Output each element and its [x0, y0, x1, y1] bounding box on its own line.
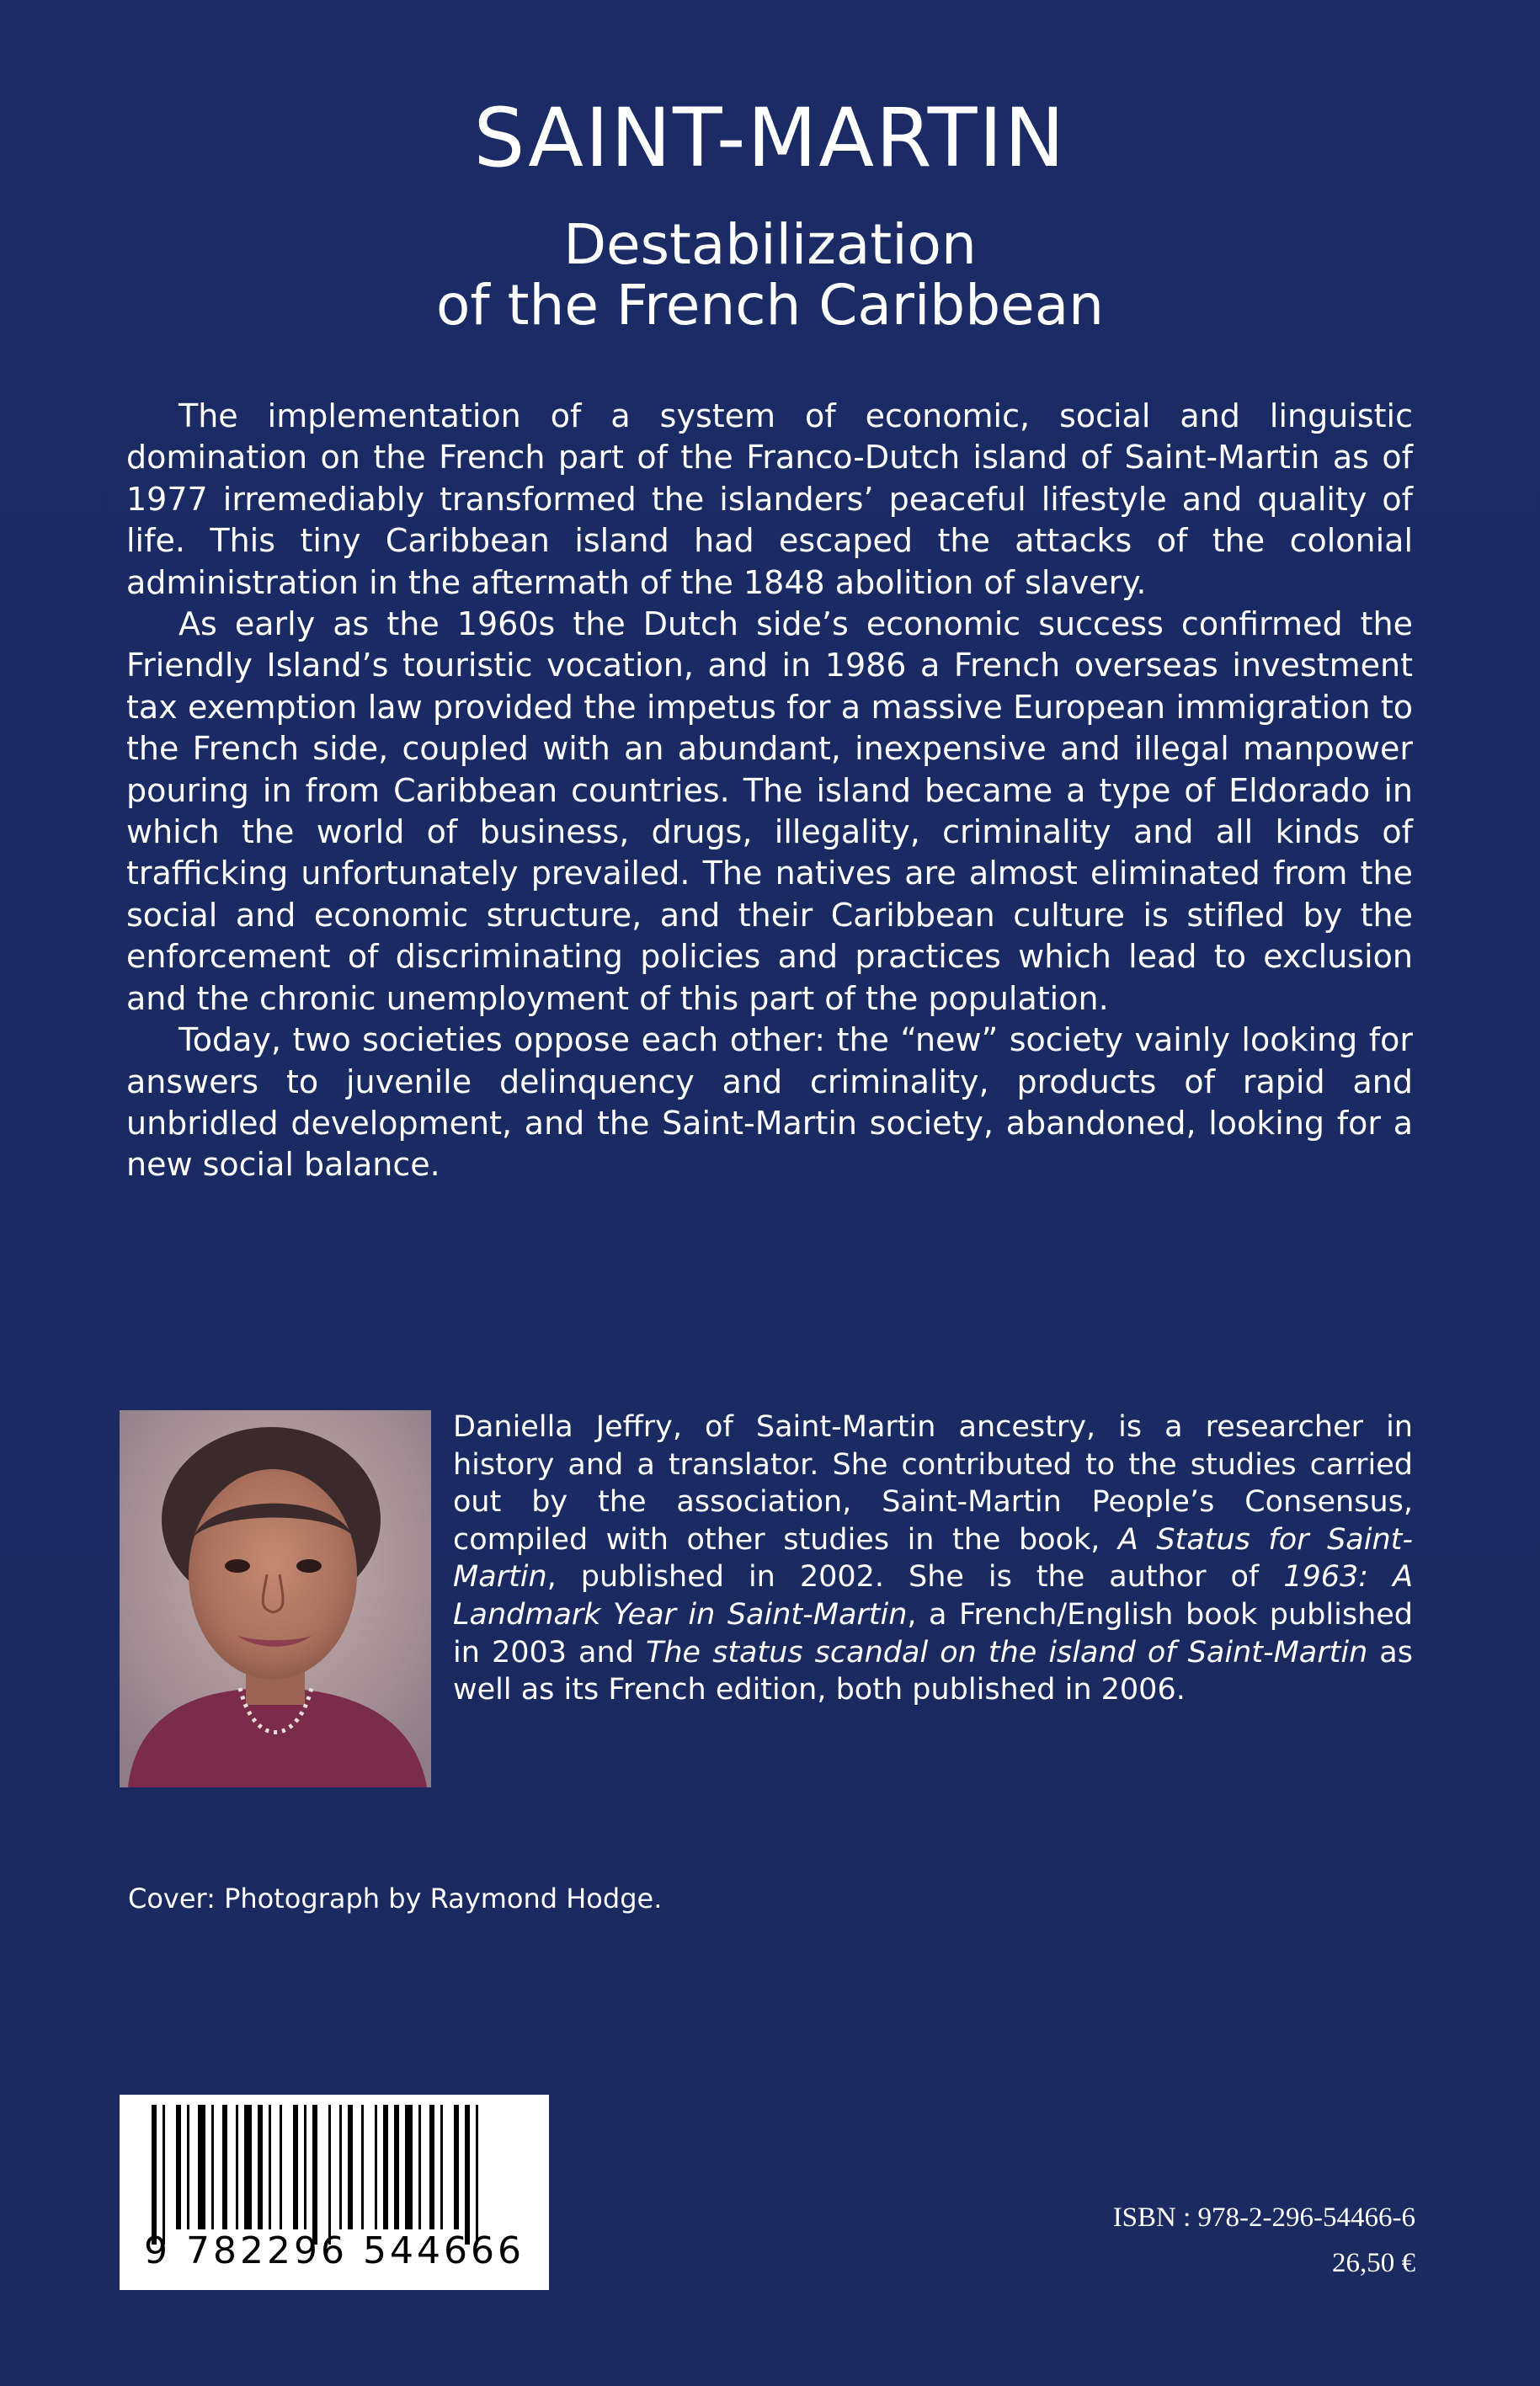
bio-text-4: as well as its French edition, both published in 2006. [453, 1635, 1413, 1707]
cover-photo-credit: Cover: Photograph by Raymond Hodge. [128, 1883, 663, 1915]
barcode-bar [280, 2105, 282, 2229]
barcode-bar [418, 2105, 421, 2229]
description-paragraph-2: As early as the 1960s the Dutch side’s economic success confirmed the Friendly Island’s touristic vocation, and in 1986 a French overseas investment tax exemption law provided the impetus for a massive European immigration to the French side, coupled with an abundant, inexpensive and illegal manpower pouring in from Caribbean countries. The island became a type of Eldorado in which the world of business, drugs, illegality, criminality and all kinds of trafficking unfortunately prevailed. The natives are almost eliminated from the social and economic structure, and their Caribbean culture is stifled by the enforcement of discriminating policies and practices which lead to exclusion and the chronic unemployment of this part of the population. [126, 605, 1413, 1017]
barcode-bar [375, 2105, 377, 2229]
barcode-bar [258, 2105, 263, 2229]
barcode-bar [198, 2105, 205, 2229]
bio-text-1: Daniella Jeffry, of Saint-Martin ancestry, is a researcher in history and a translator. She contributed to the studies carried out by the association, Saint-Martin People’s Consensus, compiled with other studies in the book, [453, 1410, 1413, 1557]
author-portrait-illustration [120, 1410, 431, 1787]
book-description [126, 396, 1413, 1186]
description-paragraph-1: The implementation of a system of economic, social and linguistic domination on the French part of the Franco-Dutch island of Saint-Martin as of 1977 irremediably transformed the islanders’ peaceful lifestyle and quality of life. This tiny Caribbean island had escaped the attacks of the colonial administration in the aftermath of the 1848 abolition of slavery. [126, 397, 1413, 601]
barcode-bar [465, 2105, 470, 2245]
author-bio-paragraph [453, 1409, 1413, 1709]
barcode-bar [383, 2105, 388, 2229]
author-photo [120, 1410, 431, 1787]
book-title: SAINT-MARTIN [473, 91, 1067, 185]
barcode-bar [211, 2105, 214, 2229]
barcode-bar [361, 2105, 364, 2229]
barcode-bar [454, 2105, 459, 2229]
barcode-bar [339, 2105, 342, 2229]
barcode-bar [163, 2105, 165, 2245]
barcode-bar [176, 2105, 181, 2229]
barcode-bar [304, 2105, 306, 2229]
barcode-bar [348, 2105, 353, 2229]
bio-text-2: , published in 2002. She is the author of [546, 1560, 1284, 1595]
barcode-bar [312, 2105, 317, 2245]
description-paragraph-3: Today, two societies oppose each other: the “new” society vainly looking for answers to juvenile delinquency and criminality, products of rapid and unbridled development, and the Saint-Martin society, abandoned, looking for a new social balance. [126, 1021, 1413, 1184]
barcode-bar [269, 2105, 271, 2229]
barcode-bar [222, 2105, 227, 2229]
barcode-bar [187, 2105, 189, 2229]
price: 26,50 € [1332, 2248, 1415, 2278]
barcode-bar [429, 2105, 434, 2229]
barcode-bar [328, 2105, 331, 2245]
barcode-bar [293, 2105, 298, 2229]
isbn-number: ISBN : 978-2-296-54466-6 [1112, 2202, 1415, 2233]
barcode-bar [405, 2105, 413, 2229]
barcode-bar [394, 2105, 399, 2229]
author-bio [453, 1409, 1413, 1709]
barcode-bar [244, 2105, 252, 2229]
book-subtitle-line-2: of the French Caribbean [436, 273, 1104, 338]
barcode-digits: 9 782296 544666 [144, 2229, 525, 2272]
barcode-bar [440, 2105, 443, 2229]
barcode-bar [236, 2105, 238, 2229]
bio-book-title-2: 1963: A Landmark Year in Saint-Martin [453, 1560, 1414, 1632]
barcode-bar [476, 2105, 478, 2245]
book-subtitle-line-1: Destabilization [563, 212, 977, 277]
bio-text-3: , a French/English book published in 2003 and [453, 1597, 1414, 1670]
barcode-bar [152, 2105, 157, 2245]
bio-book-title-3: The status scandal on the island of Saint-Martin [645, 1635, 1368, 1670]
bio-book-title-1: A Status for Saint-Martin [453, 1522, 1413, 1595]
